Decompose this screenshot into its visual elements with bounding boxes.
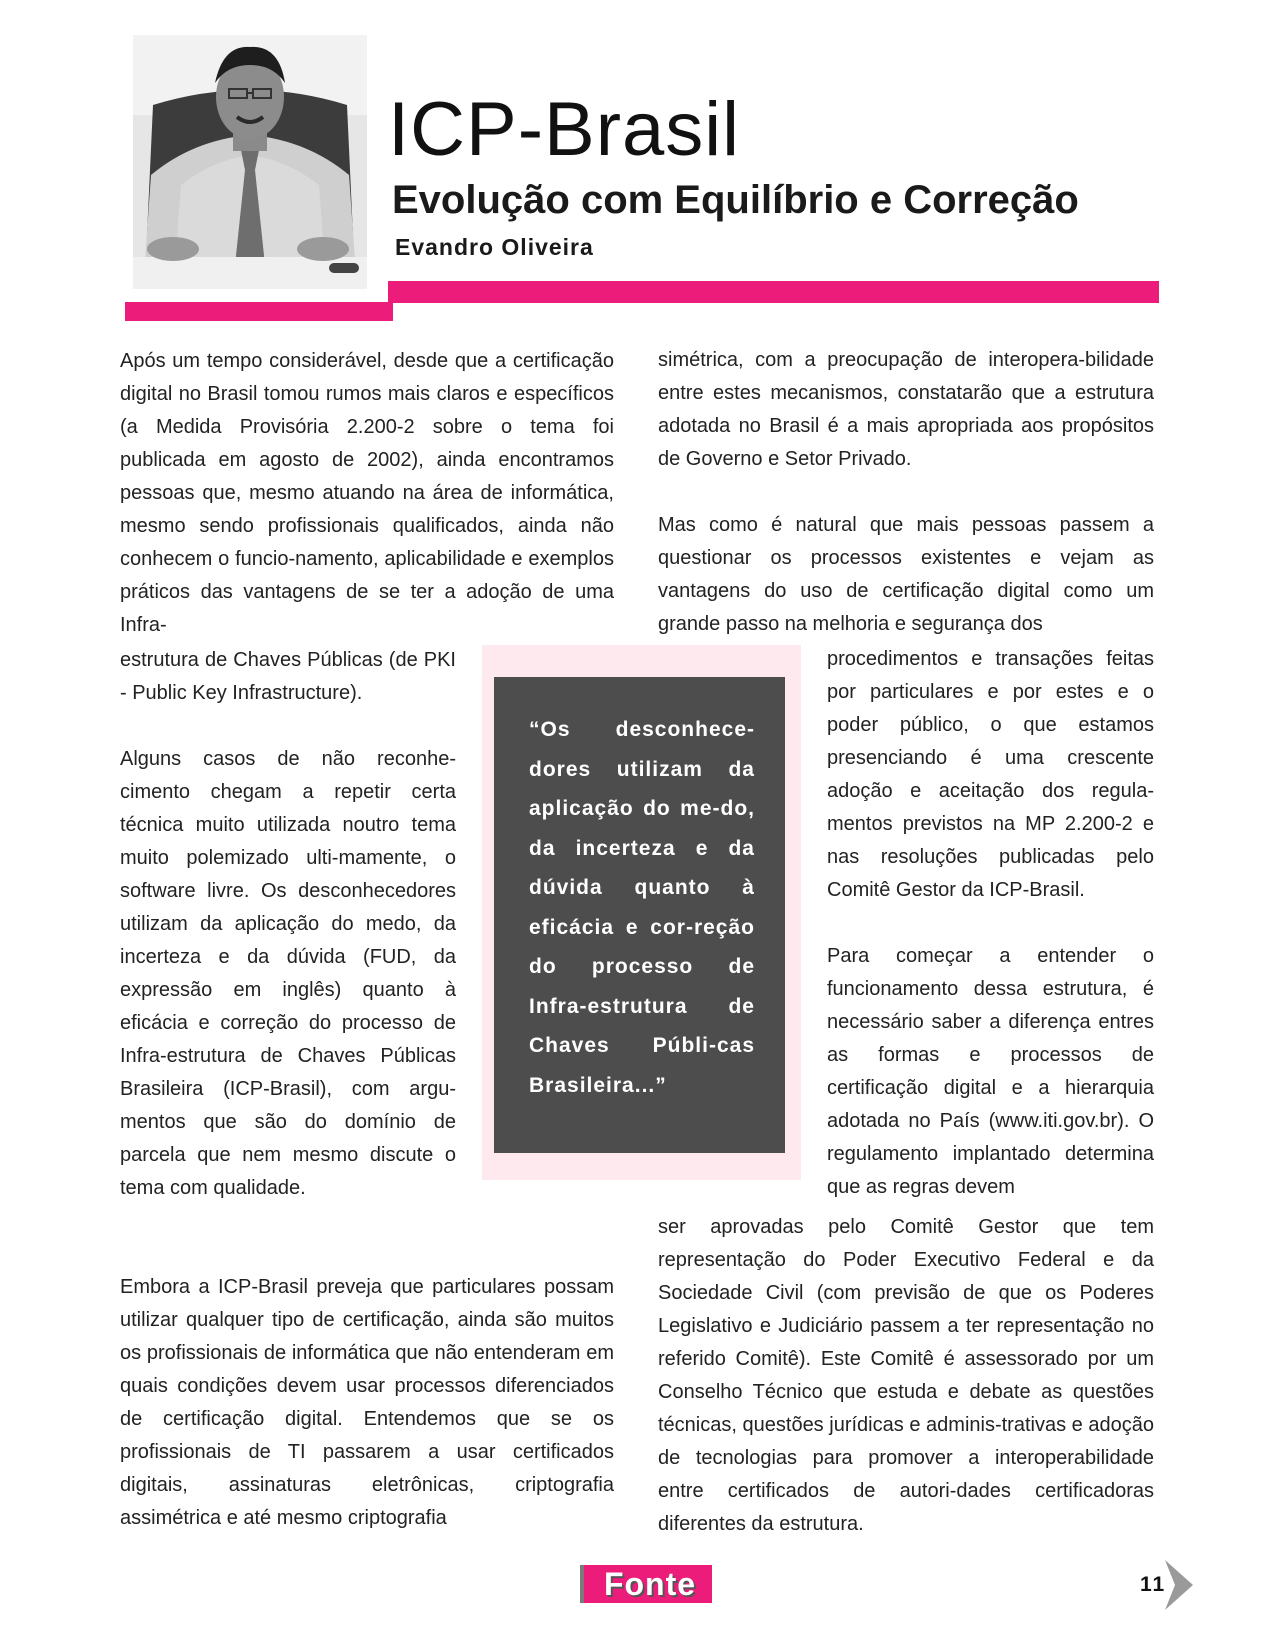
left-column-bottom xyxy=(120,1271,614,1535)
fonte-logo-text: Fonte xyxy=(603,1566,697,1602)
fonte-logo xyxy=(580,1565,712,1603)
right-column-top xyxy=(658,344,1154,641)
right-column-bottom xyxy=(658,1211,1154,1541)
header-accent-bar-lower xyxy=(125,302,393,321)
author-portrait-photo xyxy=(133,35,367,289)
paragraph: Alguns casos de não reconhe-cimento chegam a repetir certa técnica muito utilizada noutro tema muito polemizado ulti-mamente, o software livre. Os desconhecedores utilizam da aplicação do medo, da incerteza e da dúvida (FUD, da expressão em inglês) quanto à eficácia e correção do processo de Infra-estrutura de Chaves Públicas Brasileira (ICP-Brasil), com argu-mentos que são do domínio de parcela que nem mesmo discute o tema com qualidade. xyxy=(120,748,456,1199)
header-accent-bar xyxy=(388,281,1159,303)
page-arrow-icon xyxy=(1165,1560,1193,1610)
left-column-narrow xyxy=(120,644,456,1205)
paragraph: procedimentos e transações feitas por particulares e por estes e o poder público, o que estamos presenciando é uma crescente adoção e aceitação dos regula-mentos previstos na MP 2.200-2 e nas resoluções publicadas pelo Comitê Gestor da ICP-Brasil. xyxy=(827,648,1154,901)
paragraph: simétrica, com a preocupação de interopera-bilidade entre estes mecanismos, constatarão que a estrutura adotada no Brasil é a mais apropriada aos propósitos de Governo e Setor Privado. xyxy=(658,349,1154,470)
author-photo xyxy=(133,35,367,289)
article-author: Evandro Oliveira xyxy=(395,234,594,260)
right-column-narrow xyxy=(827,643,1154,1204)
paragraph: Após um tempo considerável, desde que a certificação digital no Brasil tomou rumos mais claros e específicos (a Medida Provisória 2.200-2 sobre o tema foi publicada em agosto de 2002), ainda encontramos pessoas que, mesmo atuando na área de informática, mesmo sendo profissionais qualificados, ainda não conhecem o funcio-namento, aplicabilidade e exemplos práticos das vantagens de se ter a adoção de uma Infra- xyxy=(120,350,614,636)
paragraph: Embora a ICP-Brasil preveja que particulares possam utilizar qualquer tipo de certificação, ainda são muitos os profissionais de informática que não entenderam em quais condições devem usar processos diferenciados de certificação digital. Entendemos que se os profissionais de TI passarem a usar certificados digitais, assinaturas eletrônicas, criptografia assimétrica e até mesmo criptografia xyxy=(120,1276,614,1529)
paragraph: Mas como é natural que mais pessoas passem a questionar os processos existentes e vejam as vantagens do uso de certificação digital como um grande passo na melhoria e segurança dos xyxy=(658,514,1154,635)
page-number: 11 xyxy=(1140,1573,1167,1596)
pull-quote-text: “Os desconhece-dores utilizam da aplicação do me-do, da incerteza e da dúvida quanto à eficácia e cor-reção do processo de Infra-estrutura de Chaves Públi-cas Brasileira...” xyxy=(529,718,755,1097)
paragraph: estrutura de Chaves Públicas (de PKI - Public Key Infrastructure). xyxy=(120,649,456,704)
left-column-top xyxy=(120,345,614,642)
paragraph: Para começar a entender o funcionamento dessa estrutura, é necessário saber a diferença entres as formas e processos de certificação digital e a hierarquia adotada no País (www.iti.gov.br). O regulamento implantado determina que as regras devem xyxy=(827,945,1154,1198)
article-subtitle: Evolução com Equilíbrio e Correção xyxy=(392,178,1079,222)
paragraph: ser aprovadas pelo Comitê Gestor que tem representação do Poder Executivo Federal e da Sociedade Civil (com previsão de que os Poderes Legislativo e Judiciário passem a ter representação no referido Comitê). Este Comitê é assessorado por um Conselho Técnico que estuda e debate as questões técnicas, questões jurídicas e adminis-trativas e adoção de tecnologias para promover a interoperabilidade entre certificados de autori-dades certificadoras diferentes da estrutura. xyxy=(658,1216,1154,1535)
article-title: ICP-Brasil xyxy=(388,87,741,172)
